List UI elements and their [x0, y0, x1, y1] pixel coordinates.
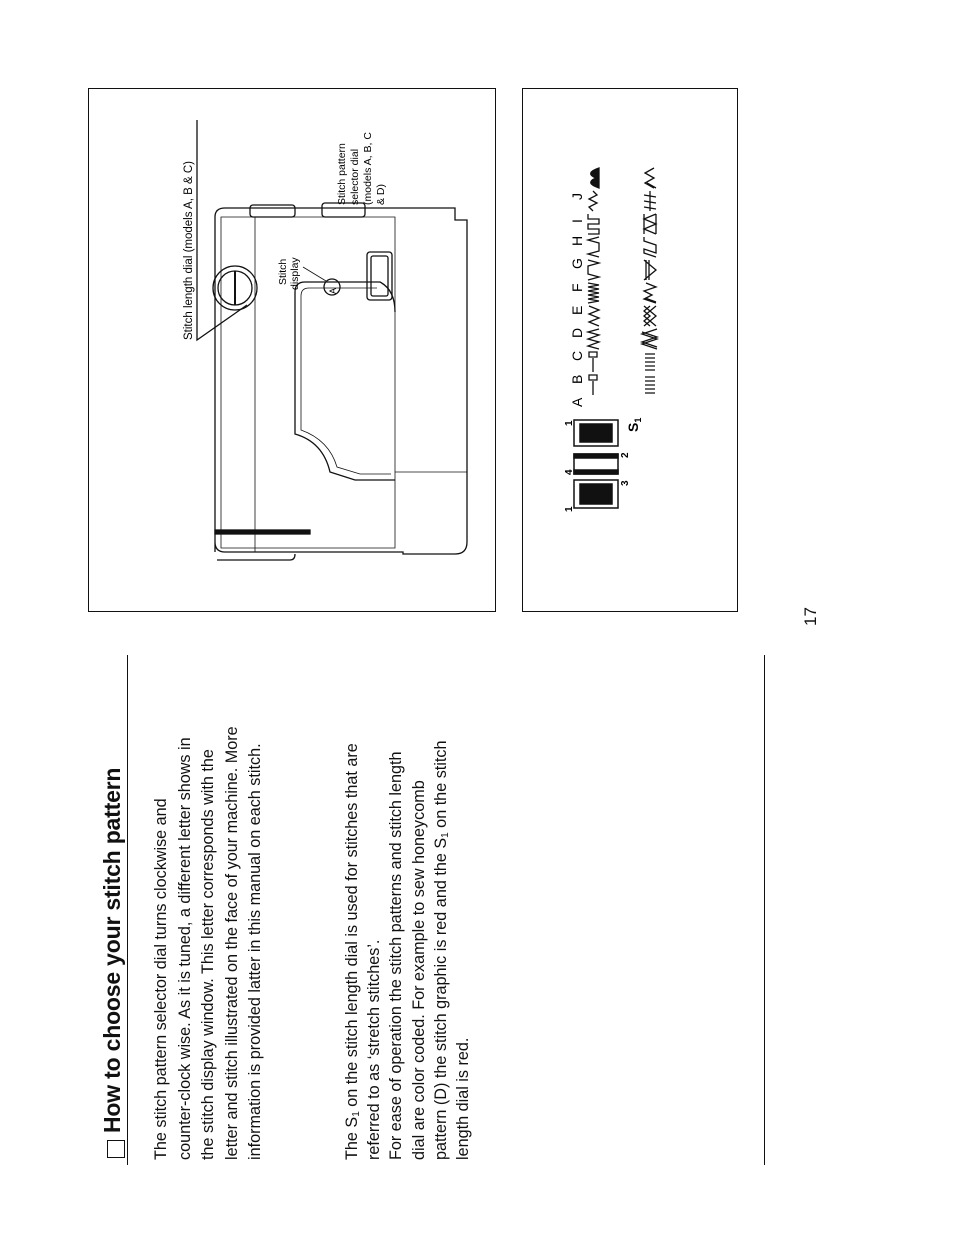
stitch-pattern-G — [588, 237, 599, 257]
stretch-stitch-pattern-G — [644, 237, 656, 257]
selector-dial-label: Stitch pattern selector dial (models A, B, C & D) — [336, 132, 387, 205]
stitch-pattern-A — [589, 375, 597, 395]
stretch-stitch-pattern-E — [644, 283, 656, 303]
icon-number: 3 — [620, 480, 631, 486]
page-number: 17 — [801, 607, 820, 626]
heading-checkbox-icon — [107, 1140, 125, 1158]
throat-opening — [295, 282, 395, 480]
text-line: The $S_1$ on the stitch length dial is used for stitches that are — [343, 743, 362, 1160]
stretch-stitch-pattern-H — [644, 214, 656, 234]
selector-dial-knob — [322, 203, 365, 217]
stitch-letter-I: I — [569, 219, 585, 223]
handwheel-knob — [250, 205, 295, 217]
stretch-stitch-pattern-F — [644, 260, 656, 280]
stretch-stitch-pattern-A — [645, 377, 655, 393]
stitch-letter-A: A — [569, 397, 585, 407]
stitch-letter-E: E — [569, 305, 585, 315]
stretch-stitch-pattern-I — [644, 191, 656, 211]
stitch-letter-F: F — [569, 283, 585, 292]
text-line: length dial is red. — [453, 1037, 472, 1160]
text-line: pattern (D) the stitch graphic is red and the $S_1$ on the stitch — [431, 740, 451, 1160]
stitch-letter-J: J — [569, 193, 585, 200]
icon-number: 1 — [564, 506, 575, 512]
text-line: For ease of operation the stitch patterns and stitch length — [387, 751, 406, 1160]
stitch-pattern-I — [589, 191, 597, 211]
text-line: letter and stitch illustrated on the face of your machine. More — [222, 726, 241, 1160]
text-line: The stitch pattern selector dial turns clockwise and — [152, 798, 170, 1160]
icon-number: 1 — [564, 420, 575, 426]
machine-illustration — [155, 88, 563, 612]
stretch-stitch-pattern-D — [644, 306, 656, 326]
machine-figure — [88, 88, 496, 612]
text-line: referred to as ‘stretch stitches’. — [365, 939, 384, 1160]
paragraph-dial-description — [150, 726, 268, 1160]
stitch-pattern-H — [588, 214, 599, 234]
paragraph-stretch-stitches — [341, 741, 474, 1160]
top-divider — [127, 655, 128, 1165]
machine-panel — [221, 217, 395, 548]
stitch-letter-H: H — [569, 235, 585, 246]
reverse-icon-2 — [574, 454, 618, 474]
text-line: dial are color coded. For example to sew honeycomb — [409, 780, 428, 1160]
text-line: the stitch display window. This letter corresponds with the — [199, 749, 217, 1160]
stitch-pattern-J — [591, 168, 599, 188]
stitch-pattern-D — [589, 306, 599, 326]
stitch-letter-G: G — [569, 258, 585, 269]
stitch-length-dial-label: Stitch length dial (models A, B & C) — [183, 161, 195, 340]
stitch-pattern-F — [588, 260, 599, 280]
stretch-stitch-pattern-B — [645, 354, 655, 370]
text-line: counter-clock wise. As it is tuned, a different letter shows in — [175, 737, 194, 1160]
s1-label: $S_1$ — [625, 417, 643, 432]
reverse-icon-1 — [574, 480, 618, 508]
stitch-pattern-E — [588, 283, 599, 303]
stitch-pattern-C — [588, 329, 599, 349]
bottom-divider — [764, 655, 765, 1165]
stitch-chart — [522, 88, 738, 612]
stitch-letter-D: D — [569, 327, 585, 338]
icon-number: 2 — [620, 452, 631, 458]
stretch-stitch-pattern-C — [642, 329, 657, 349]
icon-number: 4 — [564, 469, 575, 475]
text-line: information is provided latter in this manual on each stitch. — [246, 743, 264, 1160]
display-letter: A — [328, 287, 338, 295]
stitch-pattern-B — [589, 352, 597, 372]
stitch-display-label: Stitchdisplay — [277, 257, 301, 290]
leader-line — [197, 120, 247, 340]
stretch-stitch-pattern-J — [645, 168, 656, 188]
machine-body — [215, 208, 467, 554]
stitch-chart-figure — [522, 88, 738, 612]
stitch-letter-B: B — [569, 374, 585, 384]
stitch-letter-C: C — [569, 350, 585, 361]
reverse-icon-3 — [574, 420, 618, 446]
page-title: How to choose your stitch pattern — [99, 767, 125, 1133]
